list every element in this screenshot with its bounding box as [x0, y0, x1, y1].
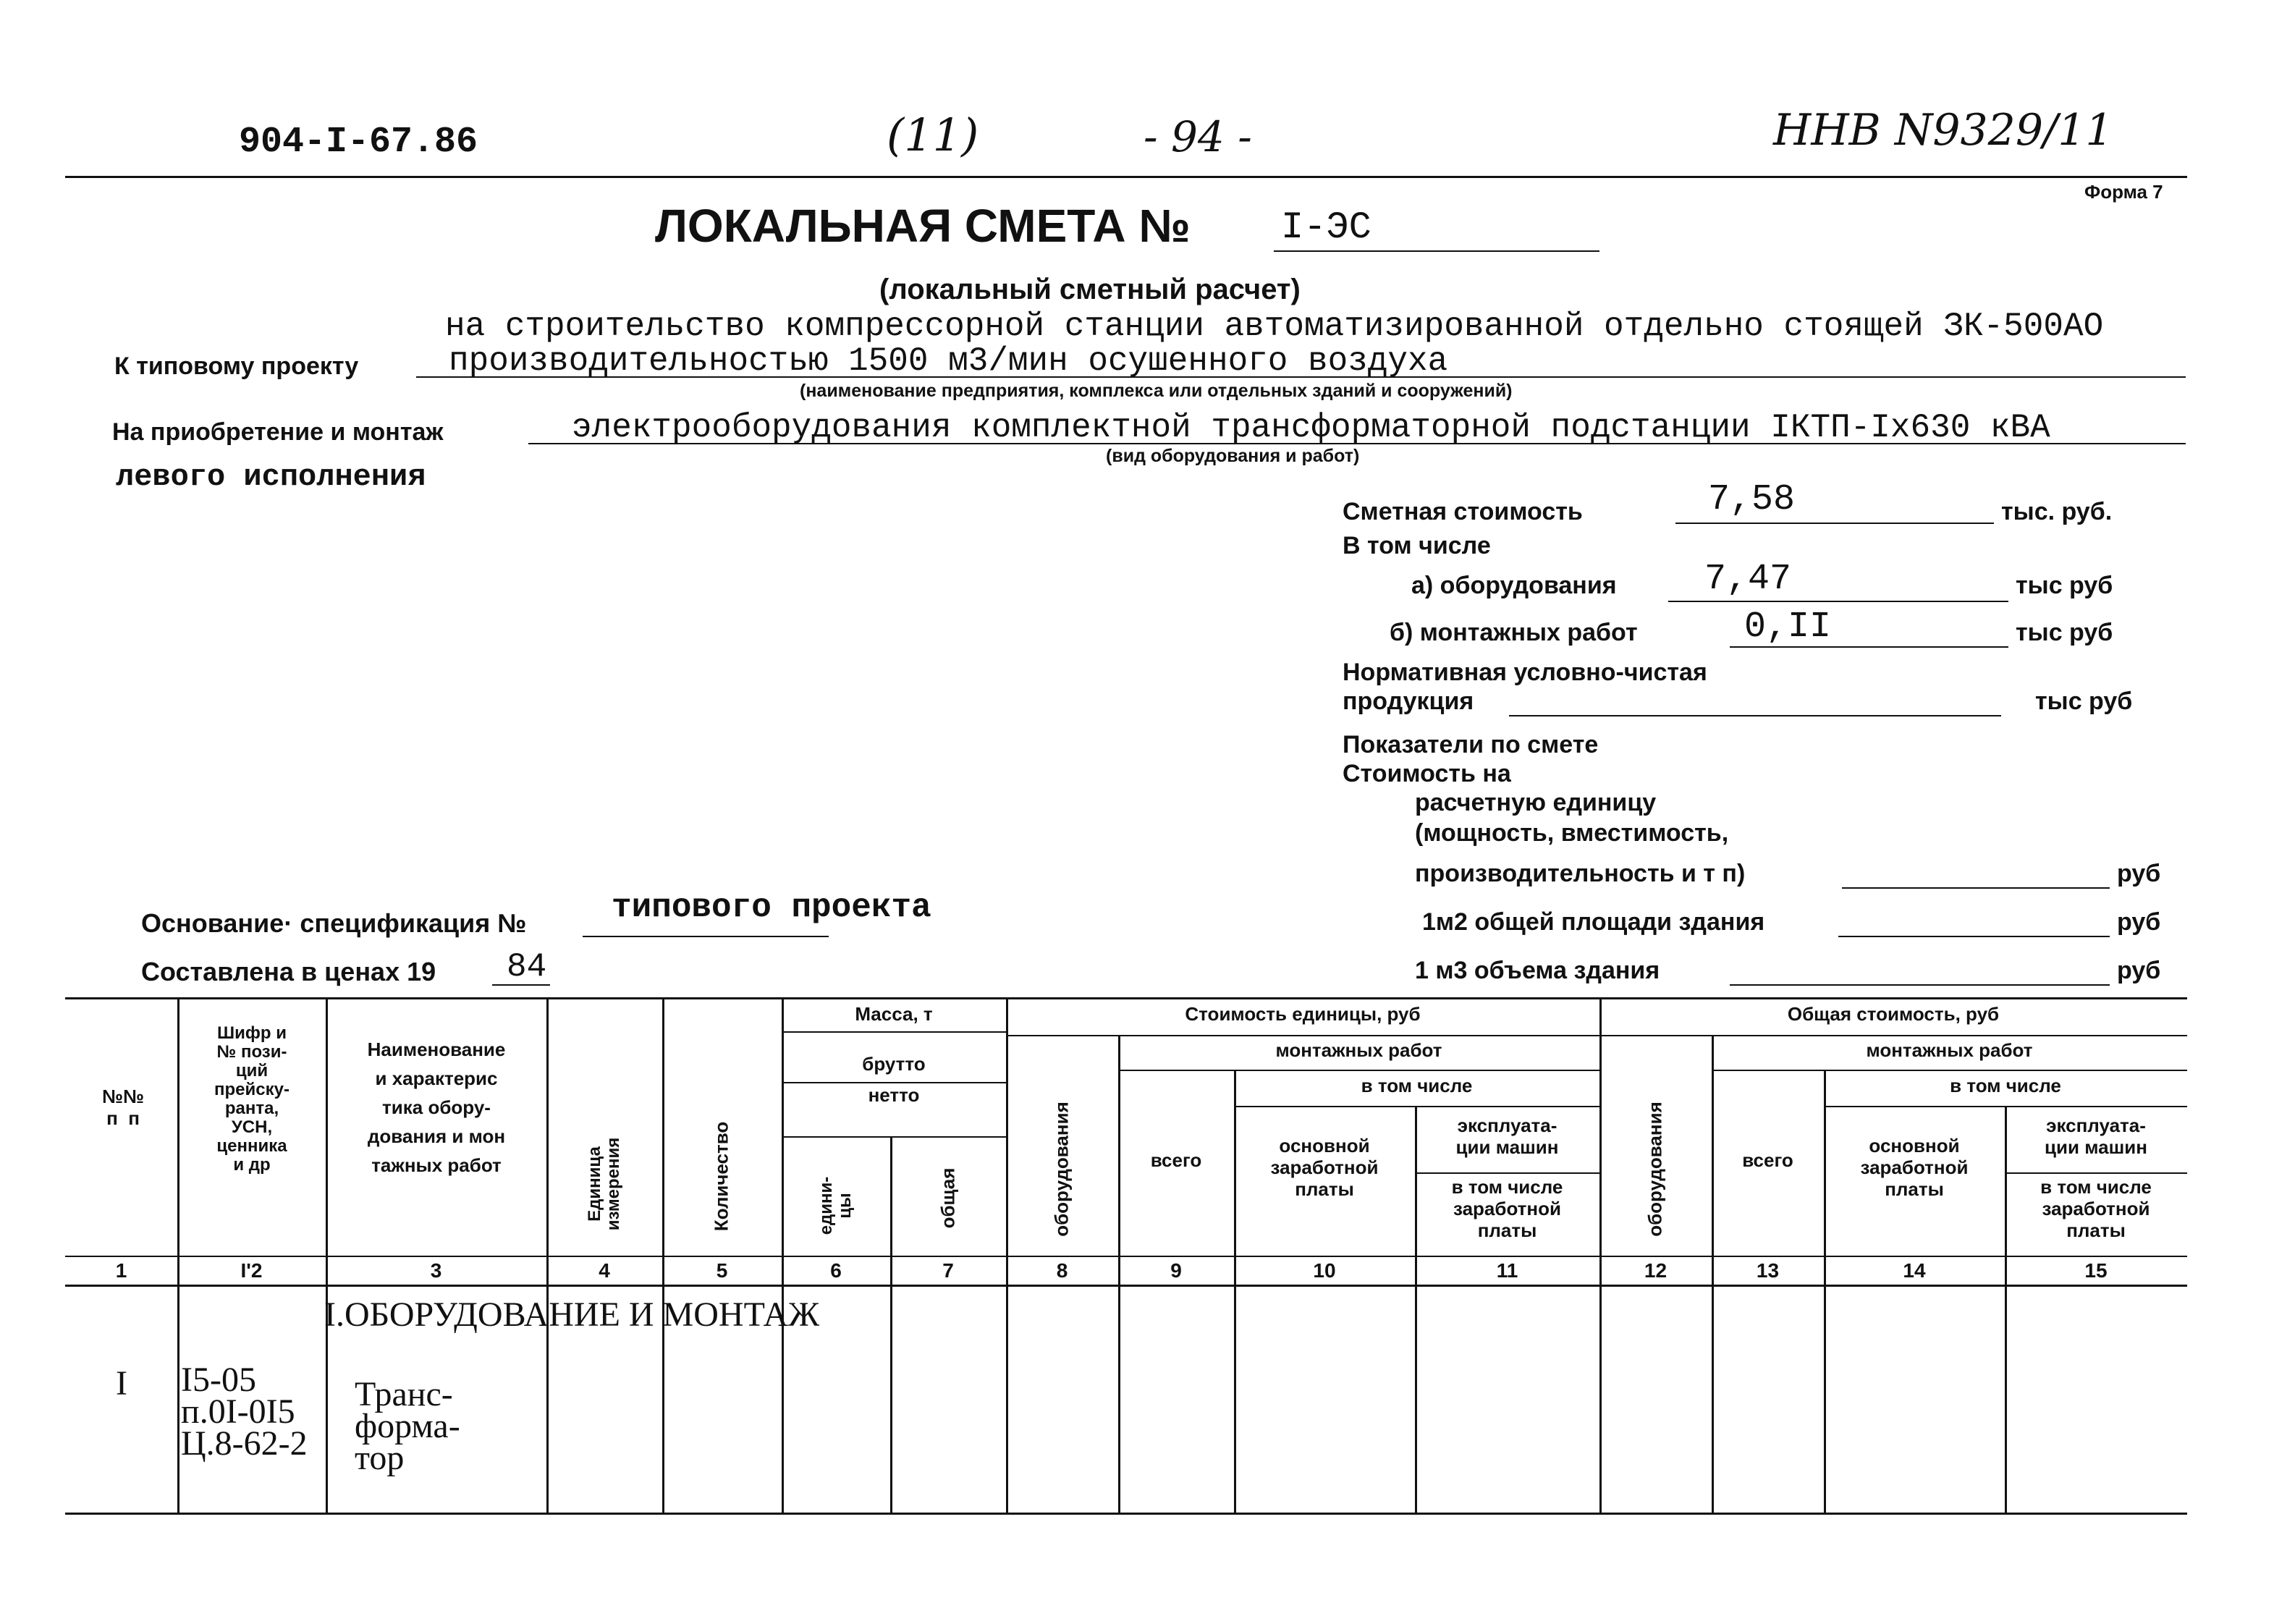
area-underline — [1838, 936, 2110, 937]
installation-cost-underline — [1730, 646, 2008, 648]
normative-underline — [1509, 715, 2001, 716]
column-number: 8 — [1056, 1259, 1068, 1282]
document-code: 904-I-67.86 — [239, 122, 478, 163]
prices-label: Составлена в ценах 19 — [141, 957, 436, 986]
volume-label: 1 м3 объема здания — [1415, 957, 1660, 984]
header-quantity: Количество — [710, 1121, 732, 1232]
project-caption: (наименование предприятия, комплекса или отдельных зданий и сооружений) — [800, 381, 1513, 401]
unit-rub: руб — [2117, 860, 2161, 887]
column-number: 15 — [2084, 1259, 2108, 1282]
header-total-wage: основной заработной платы — [1860, 1135, 1969, 1200]
header-total-install: монтажных работ — [1866, 1039, 2033, 1061]
unit-label-2: (мощность, вместимость, — [1415, 819, 1729, 847]
row-name: Транс- форма- тор — [355, 1375, 460, 1477]
column-number: 5 — [716, 1259, 728, 1282]
header-unit-wage: основной заработной платы — [1270, 1135, 1379, 1200]
header-total-machines-wage: в том числе заработной платы — [2040, 1176, 2152, 1241]
normative-label-2: продукция — [1343, 688, 1474, 715]
column-number: 13 — [1756, 1259, 1780, 1282]
row-code: I5-05 п.0I-0I5 Ц.8-62-2 — [181, 1361, 308, 1463]
header-number: №№ п п — [102, 1086, 144, 1129]
column-number: 9 — [1170, 1259, 1182, 1282]
project-line-1: на строительство компрессорной станции автоматизированной отдельно стоящей ЗК-500АО — [445, 308, 2104, 345]
header-mass-total: общая — [937, 1167, 959, 1229]
header-brutto: брутто — [862, 1053, 926, 1075]
column-number: 10 — [1313, 1259, 1336, 1282]
section-heading: I.ОБОРУДОВАНИЕ И МОНТАЖ — [324, 1295, 820, 1334]
header-total-all: всего — [1742, 1149, 1793, 1171]
estimate-number-underline — [1274, 250, 1599, 252]
purchase-value: электрооборудования комплектной трансформаторной подстанции IКТП-Iх630 кВА — [572, 409, 2050, 447]
prices-year: 84 — [507, 948, 547, 986]
header-unit-including: в том числе — [1361, 1075, 1473, 1096]
header-total-machines: эксплуата- ции машин — [2045, 1115, 2147, 1158]
column-number: 12 — [1644, 1259, 1668, 1282]
indicators-label: Показатели по смете — [1343, 731, 1599, 758]
purchase-prefix: На приобретение и монтаж — [112, 418, 444, 446]
project-underline — [416, 376, 2186, 378]
installation-cost-value: 0,II — [1744, 606, 1832, 648]
equipment-cost-value: 7,47 — [1704, 559, 1792, 600]
column-number: 14 — [1903, 1259, 1926, 1282]
purchase-caption: (вид оборудования и работ) — [1106, 446, 1360, 466]
cost-per-label: Стоимость на — [1343, 760, 1511, 787]
equipment-cost-unit: тыс руб — [2016, 572, 2113, 599]
volume-underline — [1730, 984, 2110, 986]
header-unit-machines: эксплуата- ции машин — [1455, 1115, 1559, 1158]
estimated-cost-unit: тыс. руб. — [2001, 498, 2113, 525]
column-number: I'2 — [240, 1259, 263, 1282]
unit-label-3: производительность и т п) — [1415, 860, 1746, 887]
header-total-equipment: оборудования — [1644, 1101, 1666, 1237]
area-label: 1м2 общей площади здания — [1422, 908, 1765, 936]
installation-cost-label: б) монтажных работ — [1390, 619, 1638, 646]
header-total-cost: Общая стоимость, руб — [1787, 1003, 2000, 1025]
unit-underline — [1842, 887, 2110, 889]
column-number: 1 — [115, 1259, 127, 1282]
header-netto: нетто — [868, 1084, 920, 1106]
project-prefix: К типовому проекту — [114, 352, 359, 380]
header-rule — [65, 176, 2187, 178]
sheet-mark: (11) — [887, 109, 979, 161]
purchase-continuation: левого исполнения — [116, 460, 426, 494]
equipment-cost-underline — [1668, 601, 2008, 602]
header-unit: Единица измерения — [585, 1137, 623, 1231]
header-total-including: в том числе — [1950, 1075, 2061, 1096]
normative-label-1: Нормативная условно-чистая — [1343, 659, 1707, 686]
equipment-cost-label: а) оборудования — [1411, 572, 1617, 599]
column-number: 4 — [599, 1259, 610, 1282]
header-unit-all: всего — [1150, 1149, 1202, 1171]
header-unit-machines-wage: в том числе заработной платы — [1451, 1176, 1563, 1241]
page-number: - 94 - — [1144, 112, 1252, 161]
column-number: 11 — [1496, 1259, 1518, 1282]
unit-label-1: расчетную единицу — [1415, 789, 1657, 816]
header-unit-cost: Стоимость единицы, руб — [1185, 1003, 1421, 1025]
basis-label: Основание· спецификация № — [141, 908, 527, 938]
header-code: Шифр и № пози- ций прейску- ранта, УСН, ценника и др — [214, 1023, 289, 1175]
header-mass-unit: едини- цы — [816, 1176, 855, 1235]
basis-underline — [583, 936, 829, 937]
header-mass: Масса, т — [855, 1003, 933, 1025]
volume-rub: руб — [2117, 957, 2161, 984]
header-unit-install: монтажных работ — [1275, 1039, 1442, 1061]
estimated-cost-value: 7,58 — [1708, 479, 1796, 520]
form-label: Форма 7 — [2084, 181, 2163, 203]
purchase-underline — [528, 443, 2186, 444]
including-label: В том числе — [1343, 532, 1491, 559]
project-line-2: производительностью 1500 м3/мин осушенного воздуха — [449, 342, 1448, 380]
prices-year-underline — [492, 984, 550, 986]
normative-unit: тыс руб — [2035, 688, 2133, 715]
area-rub: руб — [2117, 908, 2161, 936]
estimate-number: I-ЭС — [1281, 206, 1371, 249]
column-number: 6 — [830, 1259, 842, 1282]
subtitle: (локальный сметный расчет) — [879, 274, 1301, 305]
row-number: I — [116, 1364, 127, 1403]
installation-cost-unit: тыс руб — [2016, 619, 2113, 646]
basis-value: типового проекта — [612, 889, 931, 926]
inventory-number: ННВ N9329/11 — [1773, 105, 2113, 156]
estimated-cost-underline — [1675, 523, 1994, 524]
page-title: ЛОКАЛЬНАЯ СМЕТА № — [655, 200, 1191, 252]
estimated-cost-label: Сметная стоимость — [1343, 498, 1583, 525]
column-number: 7 — [942, 1259, 954, 1282]
header-unit-equipment: оборудования — [1050, 1101, 1073, 1237]
column-number: 3 — [430, 1259, 442, 1282]
header-name: Наименование и характерис тика обору- дования и мон тажных работ — [367, 1039, 506, 1176]
